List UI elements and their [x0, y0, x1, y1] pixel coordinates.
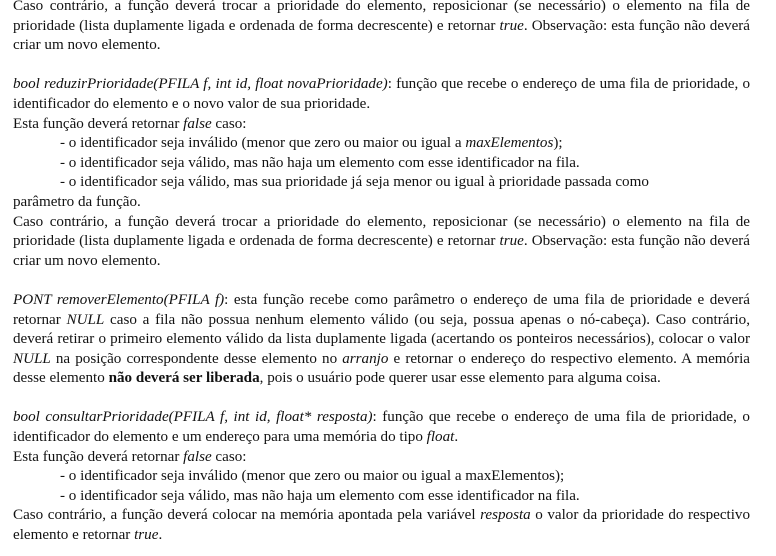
text: na posição correspondente desse elemento no — [50, 350, 343, 367]
italic-text: NULL — [66, 311, 105, 328]
function-reduzir-prioridade — [13, 75, 750, 114]
text: caso: — [211, 115, 247, 132]
text: Caso contrário, a função deverá trocar a prioridade do elemento, reposicionar (se necessário) o elemento na fila de prioridade (lista duplamente ligada e ordenada de forma decrescente) e retornar — [13, 213, 750, 250]
function-signature: bool reduzirPrioridade(PFILA f, int id, float novaPrioridade) — [13, 76, 388, 93]
condition-item: - o identificador seja válido, mas sua prioridade já seja menor ou igual à prioridade passada como — [60, 174, 649, 191]
text: , pois o usuário pode querer usar esse elemento para alguma coisa. — [259, 370, 661, 387]
paragraph-swap-priority-end — [13, 0, 750, 56]
text: : função que recebe o endereço de uma fila de prioridade, o identificador do elemento e um endereço para uma memória do tipo — [13, 409, 750, 446]
spacer — [13, 56, 750, 76]
function-remover-elemento — [13, 291, 750, 389]
condition-item — [13, 134, 750, 154]
text: caso a fila não possua nenhum elemento válido (ou seja, possua apenas o nó-cabeça). Caso contrário, deverá retirar o primeiro elemento válido da lista duplamente ligada (acertando os ponteiros necessários), colocar o valor — [13, 311, 750, 348]
condition-item: - o identificador seja inválido (menor que zero ou maior ou igual a maxElementos); — [60, 468, 565, 485]
text: Esta função deverá retornar — [13, 448, 184, 465]
text: . — [454, 429, 459, 446]
paragraph-return-result — [13, 506, 750, 545]
bold-text: não deverá ser liberada — [108, 370, 260, 387]
condition-item: - o identificador seja válido, mas não haja um elemento com esse identificador na fila. — [60, 487, 580, 504]
spacer — [13, 389, 750, 409]
text: o valor da prioridade do respectivo elemento e retornar — [13, 507, 750, 544]
text: Caso contrário, a função deverá trocar a prioridade do elemento, reposicionar (se necessário) o elemento na fila de prioridade (lista duplamente ligada e ordenada de forma decrescente) e retornar — [13, 0, 750, 34]
italic-text: true — [134, 527, 159, 544]
function-consultar-prioridade — [13, 408, 750, 447]
return-false-intro — [13, 115, 750, 135]
text: e retornar o endereço do respectivo elemento. A memória desse elemento — [13, 350, 751, 387]
italic-text: false — [183, 448, 212, 465]
text: Caso contrário, a função deverá colocar na memória apontada pela variável — [13, 507, 481, 524]
spacer — [13, 271, 750, 291]
text: . Observação: esta função não deverá criar um novo elemento. — [13, 233, 750, 269]
return-false-intro — [13, 448, 750, 468]
text: caso: — [211, 448, 247, 465]
italic-text: false — [183, 115, 212, 132]
condition-item: - o identificador seja válido, mas não haja um elemento com esse identificador na fila. — [60, 154, 580, 171]
italic-text: arranjo — [342, 350, 389, 367]
function-signature: PONT removerElemento(PFILA f) — [13, 291, 225, 308]
function-signature: bool consultarPrioridade(PFILA f, int id, float* resposta) — [13, 409, 373, 426]
text: ); — [553, 135, 563, 152]
text: Esta função deverá retornar — [13, 115, 184, 132]
italic-text: resposta — [480, 507, 531, 524]
italic-text: maxElementos — [465, 135, 554, 152]
italic-text: NULL — [13, 350, 51, 367]
text: . — [158, 527, 163, 544]
text: : esta função recebe como parâmetro o endereço de uma fila de prioridade e deverá retornar — [13, 291, 750, 328]
function-description: : função que recebe o endereço de uma fila de prioridade, o identificador do elemento e o novo valor de sua prioridade. — [13, 76, 750, 112]
text: . Observação: esta função não deverá criar um novo elemento. — [13, 17, 750, 54]
paragraph-swap-priority — [13, 213, 750, 272]
italic-text: true — [499, 233, 524, 250]
condition-item-continuation: parâmetro da função. — [13, 193, 141, 210]
text: - o identificador seja inválido (menor que zero ou maior ou igual a — [60, 135, 466, 152]
italic-text: true — [499, 17, 524, 34]
italic-text: float — [426, 429, 455, 446]
